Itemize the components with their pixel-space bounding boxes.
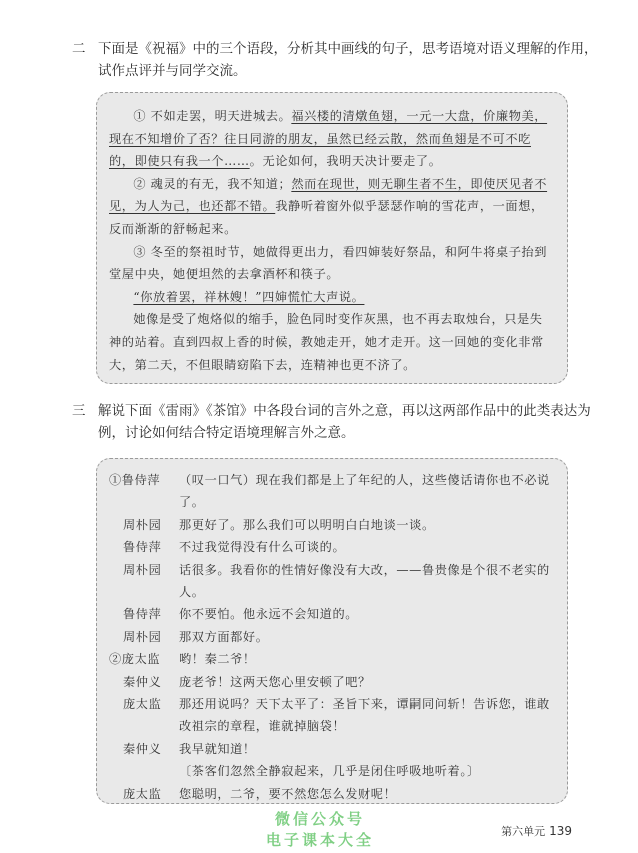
dialogue-line bbox=[109, 559, 555, 604]
excerpt-paragraph-2: ② 魂灵的有无，我不知道；然而在现世，则无聊生者不生，即使厌见者不见，为人为己，也还都不错。我静听着窗外似乎瑟瑟作响的雪花声，一面想，反而渐渐的舒畅起来。 bbox=[109, 176, 548, 236]
excerpt-box-zhufu bbox=[96, 92, 568, 384]
speaker: 秦仲义 bbox=[123, 674, 162, 689]
page-number: 139 bbox=[549, 824, 572, 838]
line-text: 话很多。我看你的性情好像没有大改，——鲁贵像是个很不老实的人。 bbox=[179, 562, 550, 600]
speaker: 秦仲义 bbox=[123, 741, 162, 756]
question-number: 三 bbox=[72, 403, 86, 419]
speaker: 周朴园 bbox=[123, 629, 162, 644]
page-footer bbox=[501, 823, 572, 839]
excerpt-paragraph-3-quote bbox=[109, 286, 555, 309]
line-text: 不过我觉得没有什么可谈的。 bbox=[179, 540, 346, 555]
question-text: 解说下面《雷雨》《茶馆》中各段台词的言外之意，再以这两部作品中的此类表达为例，讨论如何结合特定语境理解言外之意。 bbox=[98, 403, 591, 441]
line-text: 哟！秦二爷！ bbox=[179, 652, 256, 667]
question-number: 二 bbox=[72, 41, 86, 57]
dialogue-line bbox=[109, 469, 555, 514]
dialogue-line bbox=[109, 648, 555, 670]
line-text: （叹一口气）现在我们都是上了年纪的人，这些傻话请你也不必说了。 bbox=[179, 473, 550, 510]
dialogue-line bbox=[109, 783, 555, 805]
underlined-sentence-3: “你放着罢，祥林嫂！”四婶慌忙大声说。 bbox=[133, 289, 365, 304]
speaker: 庞太监 bbox=[123, 697, 162, 712]
stage-direction bbox=[109, 760, 555, 782]
watermark-line-2: 电子课本大全 bbox=[265, 831, 374, 849]
question-text: 下面是《祝福》中的三个语段，分析其中画线的句子，思考语境对语义理解的作用，试作点评并与同学交流。 bbox=[98, 41, 598, 79]
speaker: 鲁侍萍 bbox=[123, 540, 162, 555]
unit-label: 第六单元 bbox=[501, 825, 546, 838]
speaker: ②庞太监 bbox=[109, 652, 161, 667]
underlined-sentence-1: 福兴楼的清燉鱼翅，一元一大盘，价廉物美，现在不知增价了否？往日同游的朋友，虽然已经云散，然而鱼翅是不可不吃的，即使只有我一个…… bbox=[109, 109, 548, 169]
dialogue-line bbox=[109, 626, 555, 648]
excerpt-paragraph-1: ① 不如走罢，明天进城去。福兴楼的清燉鱼翅，一元一大盘，价廉物美，现在不知增价了否？往日同游的朋友，虽然已经云散，然而鱼翅是不可不吃的，即使只有我一个……。无论如何，我明天决计要走了。 bbox=[109, 109, 548, 169]
line-text: 那双方面都好。 bbox=[179, 629, 269, 644]
line-text: 庞老爷！这两天您心里安顿了吧？ bbox=[179, 674, 371, 689]
line-text: 您聪明，二爷，要不然您怎么发财呢！ bbox=[179, 786, 397, 801]
excerpt-box-dialogue bbox=[96, 458, 568, 804]
underlined-sentence-2: 然而在现世，则无聊生者不生，即使厌见者不见，为人为己，也还都不错。 bbox=[109, 176, 548, 214]
speaker: 庞太监 bbox=[123, 786, 162, 801]
line-text: 那还用说吗？天下太平了：圣旨下来，谭嗣同问斩！告诉您，谁敢改祖宗的章程，谁就掉脑袋！ bbox=[179, 697, 550, 734]
speaker: 周朴园 bbox=[123, 562, 162, 577]
watermark-line-1: 微信公众号 bbox=[274, 810, 365, 828]
line-text: 我早就知道！ bbox=[179, 741, 256, 756]
excerpt-paragraph-4: 她像是受了炮烙似的缩手，脸色同时变作灰黑，也不再去取烛台，只是失神的站着。直到四叔上香的时候，教她走开，她才走开。这一回她的变化非常大，第二天，不但眼睛窈陷下去，连精神也更不济了。 bbox=[109, 312, 544, 372]
dialogue-line bbox=[109, 536, 555, 558]
stage-direction-text: 〔茶客们忽然全静寂起来，几乎是闭住呼吸地听着。〕 bbox=[179, 764, 480, 779]
dialogue-line bbox=[109, 738, 555, 760]
speaker: 周朴园 bbox=[123, 517, 162, 532]
line-text: 你不要怕。他永远不会知道的。 bbox=[179, 607, 359, 622]
excerpt-paragraph-3: ③ 冬至的祭祖时节，她做得更出力，看四婶装好祭品，和阿牛将桌子抬到堂屋中央，她便坦然的去拿酒杯和筷子。 bbox=[109, 244, 548, 282]
line-text: 那更好了。那么我们可以明明白白地谈一谈。 bbox=[179, 517, 435, 532]
dialogue-line bbox=[109, 603, 555, 625]
dialogue-line bbox=[109, 693, 555, 738]
dialogue-line bbox=[109, 671, 555, 693]
speaker: 鲁侍萍 bbox=[123, 607, 162, 622]
dialogue-line bbox=[109, 514, 555, 536]
speaker: ①鲁侍萍 bbox=[109, 473, 161, 487]
